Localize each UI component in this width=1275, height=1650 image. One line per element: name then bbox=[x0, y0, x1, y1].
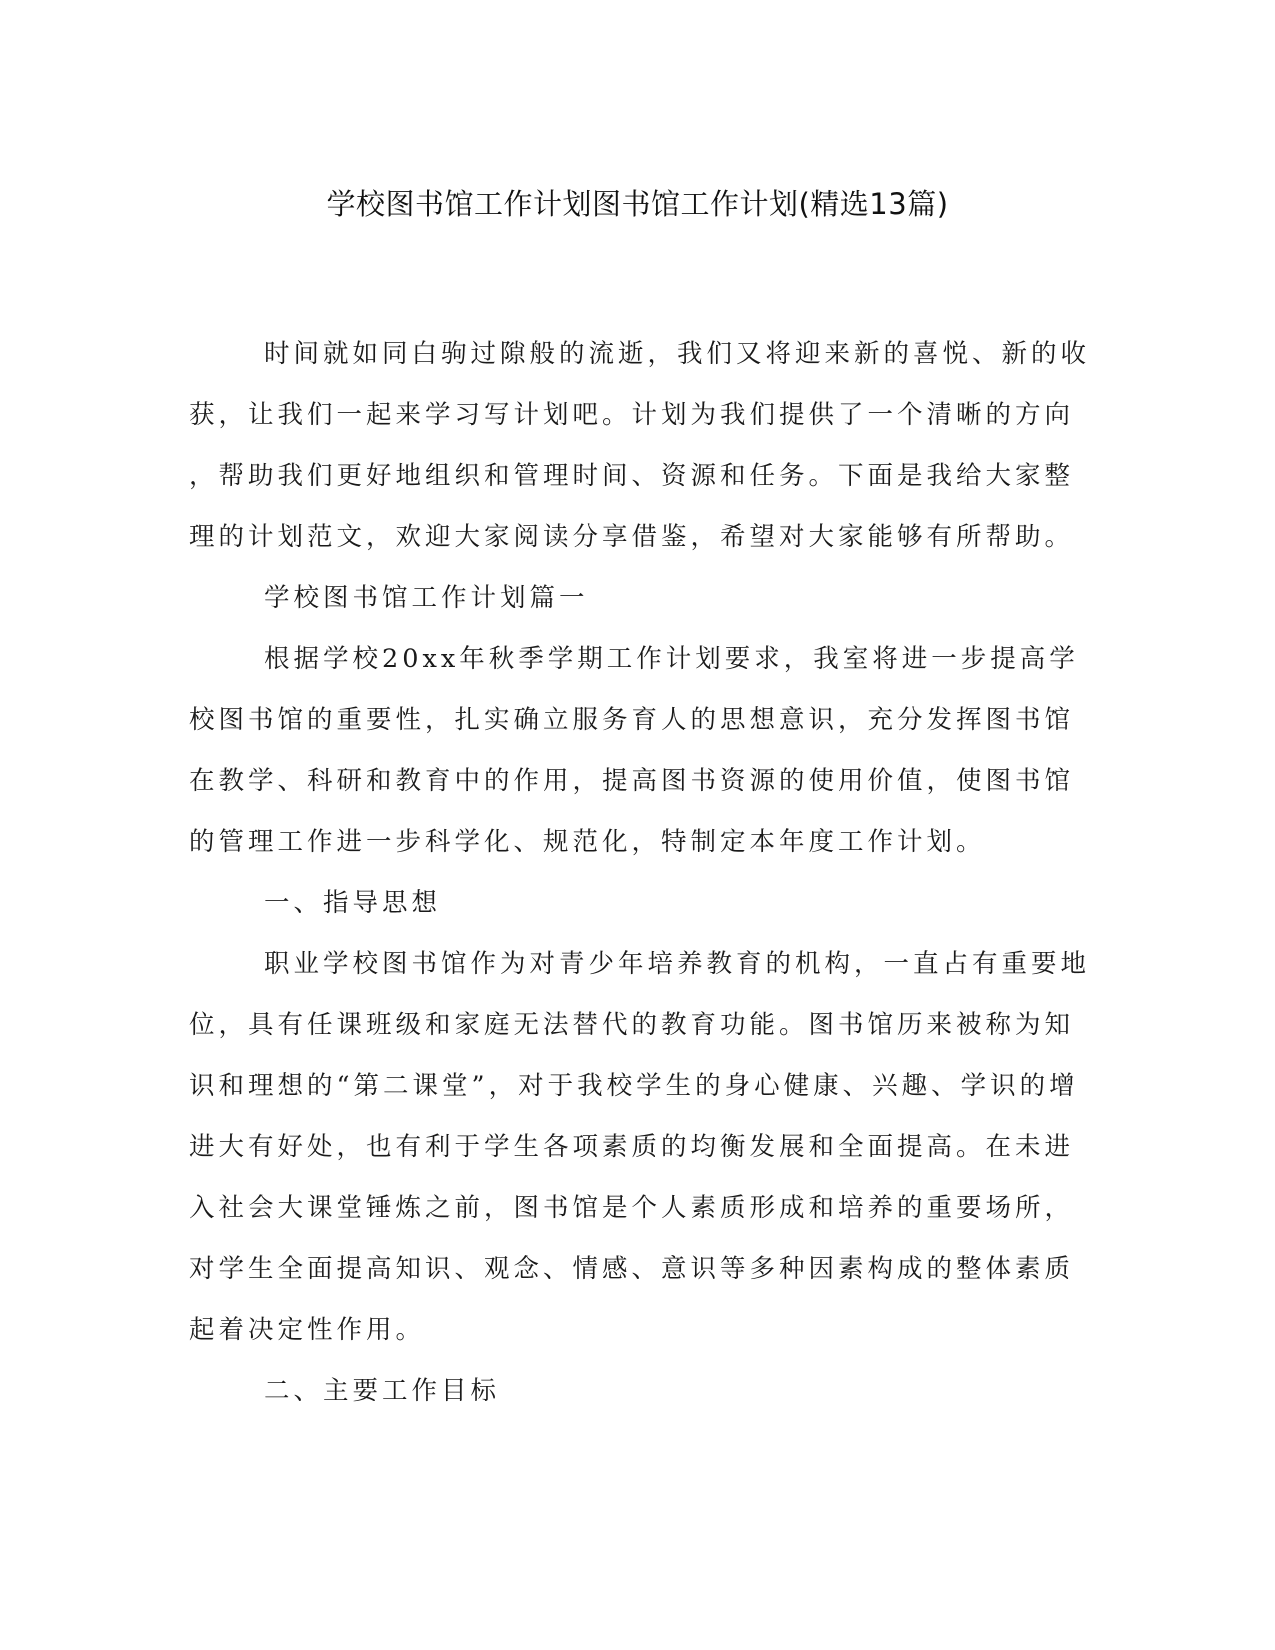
guiding-heading bbox=[189, 873, 1077, 934]
paragraph-line: 起着决定性作用。 bbox=[189, 1315, 426, 1345]
paragraph-line: 时间就如同白驹过隙般的流逝，我们又将迎来新的喜悦、新的收 bbox=[264, 339, 1091, 369]
paragraph-line: 职业学校图书馆作为对青少年培养教育的机构，一直占有重要地 bbox=[264, 949, 1091, 979]
paragraph-line: 的管理工作进一步科学化、规范化，特制定本年度工作计划。 bbox=[189, 827, 986, 857]
paragraph-line: 校图书馆的重要性，扎实确立服务育人的思想意识，充分发挥图书馆 bbox=[189, 705, 1075, 735]
paragraph-line: 获，让我们一起来学习写计划吧。计划为我们提供了一个清晰的方向 bbox=[189, 400, 1075, 430]
section1-heading: 学校图书馆工作计划篇一 bbox=[264, 583, 589, 613]
paragraph-line: 识和理想的“第二课堂”，对于我校学生的身心健康、兴趣、学识的增 bbox=[189, 1071, 1079, 1101]
document-body bbox=[189, 324, 1091, 1422]
document-title: 学校图书馆工作计划图书馆工作计划(精选13篇) bbox=[326, 187, 949, 221]
paragraph-line: 根据学校20xx年秋季学期工作计划要求，我室将进一步提高学 bbox=[264, 644, 1079, 674]
paragraph-line: 对学生全面提高知识、观念、情感、意识等多种因素构成的整体素质 bbox=[189, 1254, 1075, 1284]
paragraph-line: 入社会大课堂锤炼之前，图书馆是个人素质形成和培养的重要场所， bbox=[189, 1193, 1075, 1223]
paragraph-line: 在教学、科研和教育中的作用，提高图书资源的使用价值，使图书馆 bbox=[189, 766, 1075, 796]
heading-main-goals: 二、主要工作目标 bbox=[264, 1376, 501, 1406]
guiding-paragraph bbox=[189, 934, 1091, 1361]
goals-heading bbox=[189, 1361, 1077, 1422]
paragraph-line: 进大有好处，也有利于学生各项素质的均衡发展和全面提高。在未进 bbox=[189, 1132, 1075, 1162]
paragraph-line: ，帮助我们更好地组织和管理时间、资源和任务。下面是我给大家整 bbox=[189, 461, 1075, 491]
section-heading bbox=[189, 568, 1077, 629]
paragraph-line: 理的计划范文，欢迎大家阅读分享借鉴，希望对大家能够有所帮助。 bbox=[189, 522, 1075, 552]
intro-paragraph bbox=[189, 324, 1091, 568]
heading-guiding-thought: 一、指导思想 bbox=[264, 888, 442, 918]
paragraph-line: 位，具有任课班级和家庭无法替代的教育功能。图书馆历来被称为知 bbox=[189, 1010, 1075, 1040]
section1-paragraph bbox=[189, 629, 1077, 873]
